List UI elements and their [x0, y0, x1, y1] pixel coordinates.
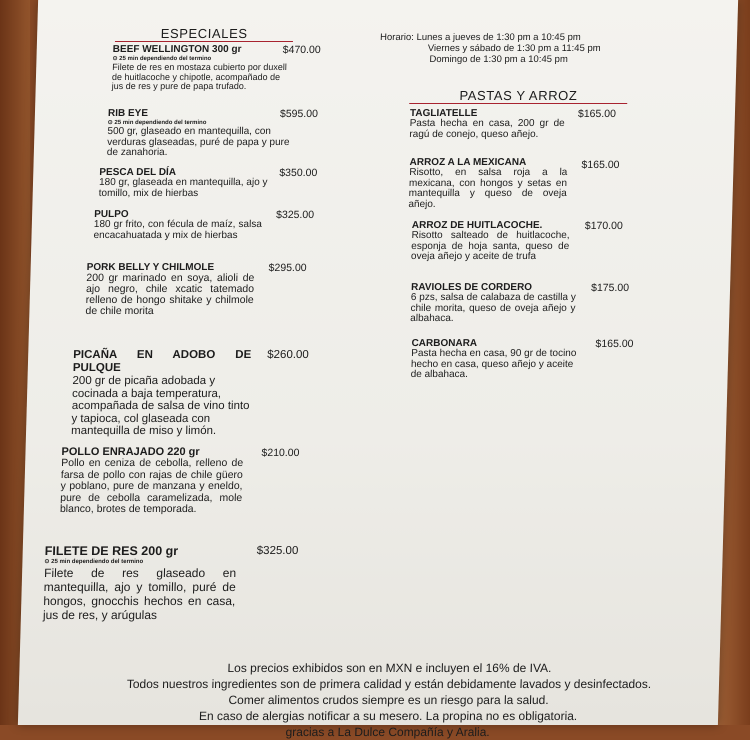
- footer-line-1: Los precios exhibidos son en MXN e incluyen el 16% de IVA.: [227, 661, 552, 675]
- item-desc: 200 gr de picaña adobada y cocinada a baja temperatura, acompañada de salsa de vino tinto y tapioca, col glaseada con mantequilla de miso y limón.: [70, 375, 250, 437]
- item-name: RAVIOLES DE CORDERO: [410, 282, 533, 293]
- item-note: ⊙ 25 min dependiendo del termino: [112, 56, 212, 62]
- item-name: FILETE DE RES 200 gr: [44, 544, 179, 558]
- item-desc: 180 gr frito, con fécula de maíz, salsa encacahuatada y mix de hierbas: [93, 219, 263, 241]
- item-name: BEEF WELLINGTON 300 gr: [112, 44, 242, 55]
- item-price: $260.00: [267, 349, 309, 361]
- item-desc: Pollo en ceniza de cebolla, relleno de farsa de pollo con rajas de chile güero y poblano, pure de manzana y eneldo, pure de cebolla caramelizada, mole blanco, brotes de temporada.: [59, 457, 244, 515]
- item-desc: Pasta hecha en casa, 90 gr de tocino hecho en casa, queso añejo y aceite de albahaca.: [410, 348, 577, 380]
- menu-item-arroz-mexicana: [408, 157, 654, 210]
- menu-item-picana: [71, 349, 363, 438]
- clock-icon: ⊙: [107, 120, 115, 126]
- footer-line-5: gracias a La Dulce Compañía y Aralia.: [285, 725, 490, 739]
- item-note: ⊙ 25 min dependiendo del termino: [107, 120, 207, 126]
- item-price: $325.00: [256, 545, 299, 557]
- item-name: PULPO: [93, 209, 129, 220]
- item-price: $165.00: [581, 159, 620, 171]
- footer-line-2: Todos nuestros ingredientes son de primera calidad y están debidamente lavados y desinfectados.: [126, 677, 652, 691]
- item-price: $165.00: [577, 108, 617, 120]
- menu-item-carbonara: [410, 338, 661, 381]
- menu-item-pesca-del-dia: [99, 167, 380, 199]
- item-desc: Pasta hecha en casa, 200 gr de ragú de conejo, queso añejo.: [409, 118, 565, 140]
- item-price: $350.00: [279, 167, 318, 179]
- item-desc: 500 gr, glaseado en mantequilla, con verduras glaseadas, puré de papa y pure de zanahoria.: [106, 126, 290, 158]
- hours-label: Horario:: [379, 32, 415, 43]
- item-price: $325.00: [275, 209, 315, 221]
- footer-line-4: En caso de alergias notificar a su mesero. La propina no es obligatoria.: [198, 709, 578, 723]
- item-price: $175.00: [590, 282, 630, 294]
- item-name: POLLO ENRAJADO 220 gr: [61, 446, 200, 458]
- item-price: $210.00: [261, 447, 300, 459]
- menu-item-pork-belly: [85, 262, 367, 317]
- footer-notes: [67, 660, 709, 740]
- item-name: PICAÑA EN ADOBO DE PULQUE: [72, 349, 252, 374]
- item-price: $470.00: [282, 44, 321, 56]
- item-name: PESCA DEL DÍA: [99, 167, 177, 178]
- hours-line-3: Domingo de 1:30 pm a 10:45 pm: [429, 54, 568, 65]
- hours-line-1: Lunes a jueves de 1:30 pm a 10:45 pm: [416, 32, 581, 43]
- menu-item-pollo-enrajado: [60, 447, 352, 516]
- item-name: PORK BELLY Y CHILMOLE: [86, 262, 215, 273]
- pastas-heading: PASTAS Y ARROZ: [409, 88, 627, 104]
- menu-item-tagliatelle: [409, 108, 650, 140]
- item-desc: Risotto, en salsa roja a la mexicana, con hongos y setas en mantequilla y queso de oveja añejo.: [408, 167, 568, 210]
- opening-hours: [380, 33, 581, 43]
- menu-item-pulpo: [93, 209, 374, 241]
- menu-item-filete-de-res: [43, 545, 345, 622]
- item-name: RIB EYE: [107, 108, 149, 119]
- item-desc: Risotto salteado de huitlacoche, esponja de hoja santa, queso de oveja añejo y aceite de trufa: [410, 230, 570, 262]
- item-desc: 200 gr marinado en soya, alioli de ajo negro, chile xcatic tatemado relleno de hongo shitake y chilmole de chile morita: [85, 272, 255, 317]
- clock-icon: ⊙: [112, 56, 120, 62]
- menu-item-arroz-huitlacoche: [411, 220, 657, 263]
- item-name: TAGLIATELLE: [409, 108, 478, 119]
- item-name: CARBONARA: [411, 338, 478, 349]
- item-price: $165.00: [595, 338, 634, 350]
- item-desc: Filete de res en mostaza cubierto por duxell de huitlacoche y chipotle, acompañado de jus de res y pure de papa trufado.: [111, 62, 287, 91]
- clock-icon: ⊙: [44, 559, 52, 565]
- menu-sheet: [18, 0, 738, 739]
- item-desc: 180 gr, glaseada en mantequilla, ajo y tomillo, mix de hierbas: [98, 177, 268, 199]
- item-note: ⊙ 25 min dependiendo del termino: [44, 559, 144, 565]
- item-name: ARROZ A LA MEXICANA: [409, 157, 527, 168]
- item-desc: Filete de res glaseado en mantequilla, ajo y tomillo, puré de hongos, gnocchis hechos en casa, jus de res, y arúgulas: [42, 566, 237, 622]
- footer-line-3: Comer alimentos crudos siempre es un riesgo para la salud.: [228, 693, 549, 707]
- menu-item-rib-eye: [107, 108, 378, 159]
- menu-item-beef-wellington: [112, 44, 383, 92]
- especiales-heading: ESPECIALES: [115, 26, 293, 42]
- item-price: $170.00: [584, 220, 623, 232]
- item-desc: 6 pzs, salsa de calabaza de castilla y chile morita, queso de oveja añejo y albahaca.: [410, 292, 576, 324]
- item-price: $295.00: [268, 262, 307, 274]
- item-name: ARROZ DE HUITLACOCHE.: [411, 220, 543, 231]
- menu-item-ravioles: [410, 282, 661, 325]
- item-price: $595.00: [279, 108, 319, 120]
- hours-line-2: Viernes y sábado de 1:30 pm a 11:45 pm: [427, 43, 601, 54]
